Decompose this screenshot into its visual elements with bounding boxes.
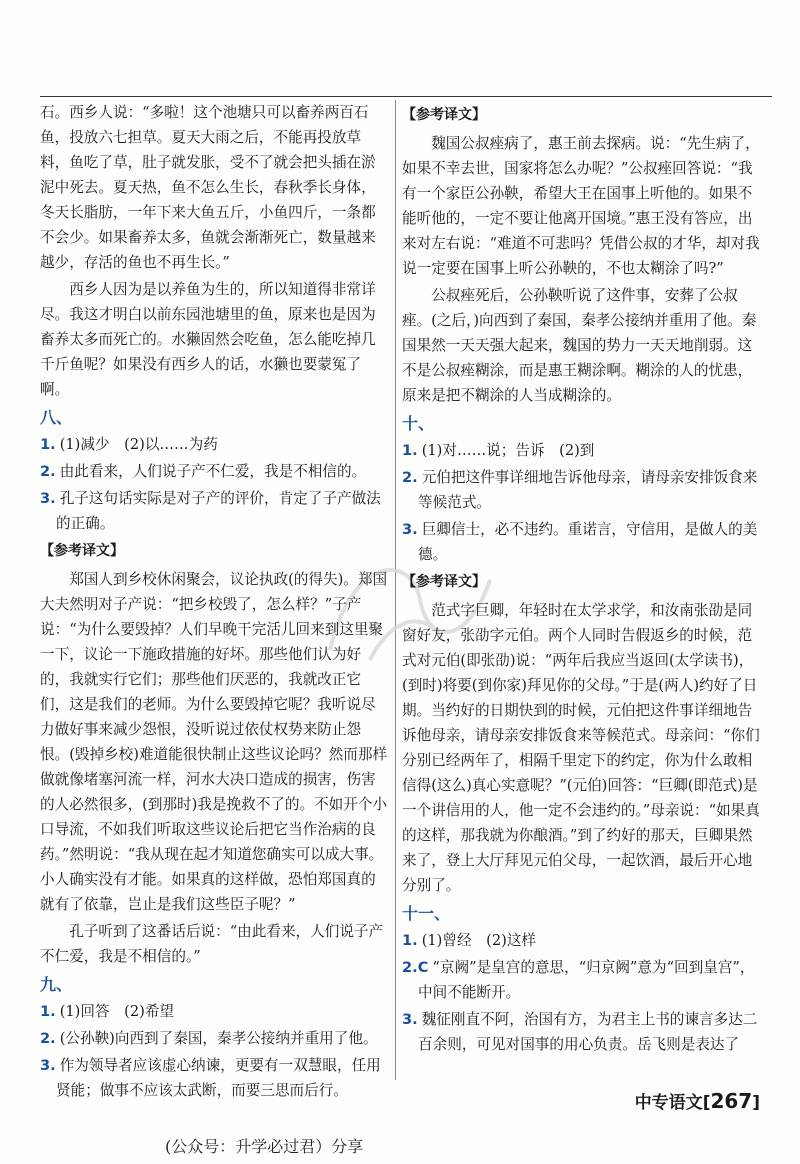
answer-item	[40, 1053, 388, 1103]
answer-number: 3.	[402, 521, 418, 538]
answer-number: 2.C	[402, 959, 429, 976]
answer-number: 3.	[40, 490, 56, 507]
share-note: (公众号：升学必过君）分享	[165, 1137, 364, 1156]
paragraph: 郑国人到乡校休闲聚会，议论执政(的得失)。郑国大夫然明对子产说：“把乡校毁了，怎么样？”子产说：“为什么要毁掉？人们早晚干完活儿回来到这里聚一下，议论一下施政措施的好坏。那些他们认为好的，我就实行它们；那些他们厌恶的，我就改正它们，这是我们的老师。为什么要毁掉它呢？我听说尽力做好事来减少怨恨，没听说过依仗权势来防止怨恨。(毁掉乡校)难道能很快制止这些议论吗？然而那样做就像堵塞河流一样，河水大决口造成的损害，伤害的人必然很多，(到那时)我是挽救不了的。不如开个小口导流，不如我们听取这些议论后把它当作治病的良药。”然明说：“我从现在起才知道您确实可以成大事。小人确实没有才能。如果真的这样做，恐怕郑国真的就有了依靠，岂止是我们这些臣子呢？”	[40, 571, 388, 913]
page-number: 267	[710, 1089, 753, 1113]
answer-number: 1.	[40, 436, 56, 453]
answer-item	[402, 465, 760, 515]
paragraph-continued: 石。西乡人说：“多啦！这个池塘只可以畜养两百石鱼，投放六七担草。夏天大雨之后，不能再投放草料，鱼吃了草，肚子就发胀，受不了就会把头插在淤泥中死去。夏天热，鱼不怎么生长，春秋季长身体，冬天长脂肪，一年下来大鱼五斤，小鱼四斤，一条都不会少。如果畜养太多，鱼就会渐渐死亡，数量越来越少，存活的鱼也不再生长。”	[40, 104, 376, 271]
answer-text: (1)减少 (2)以……为药	[59, 436, 218, 453]
answer-item	[402, 928, 760, 953]
page-number-bracket-open: [	[702, 1093, 711, 1113]
section-heading: 九、	[40, 975, 73, 994]
answer-text: (1)曾经 (2)这样	[421, 932, 537, 949]
answer-text: 巨卿信士，必不违约。重诺言，守信用，是做人的美德。	[418, 521, 758, 563]
left-column	[40, 100, 388, 1105]
answer-text: 魏征刚直不阿，治国有方，为君主上书的谏言多达二百余则，可见对国事的用心负责。岳飞则是表达了	[418, 1011, 758, 1053]
answer-item	[402, 438, 760, 463]
answer-item	[40, 486, 388, 536]
answer-item	[40, 432, 388, 457]
right-column	[402, 100, 760, 1059]
paragraph: 魏国公叔痤病了，惠王前去探病。说：“先生病了，如果不幸去世，国家将怎么办呢？”公叔痤回答说：“我有一个家臣公孙鞅，希望大王在国事上听他的。如果不能听他的，一定不要让他离开国境。”惠王没有答应，出来对左右说：“难道不可悲吗？凭借公叔的才华，却对我说一定要在国事上听公孙鞅的，不也太糊涂了吗?”	[402, 135, 760, 277]
answer-text: 孔子这句话实际是对子产的评价，肯定了子产做法的正确。	[56, 490, 381, 532]
answer-number: 1.	[40, 1003, 56, 1020]
book-label: 中专语文	[634, 1093, 703, 1113]
answer-text: 作为领导者应该虚心纳谏，更要有一双慧眼，任用贤能；做事不应该太武断，而要三思而后行。	[56, 1057, 381, 1099]
reference-translation-tag: 【参考译文】	[402, 107, 486, 123]
answer-text: “京阙”是皇宫的意思，“归京阙”意为“回到皇宫”，中间不能断开。	[418, 959, 755, 1001]
answer-item	[402, 517, 760, 567]
section-heading: 十一、	[402, 904, 451, 923]
paragraph: 孔子听到了这番话后说：“由此看来，人们说子产不仁爱，我是不相信的。”	[40, 923, 384, 965]
answer-item	[40, 999, 388, 1024]
paragraph: 公叔痤死后，公孙鞅听说了这件事，安葬了公叔痤。(之后，)向西到了秦国，秦孝公接纳并重用了他。秦国果然一天天强大起来，魏国的势力一天天地削弱。这不是公叔痤糊涂，而是惠王糊涂啊。糊涂的人的忧患，原来是把不糊涂的人当成糊涂的。	[402, 287, 757, 404]
answer-number: 2.	[40, 463, 56, 480]
answer-number: 2.	[402, 469, 418, 486]
reference-translation-tag: 【参考译文】	[40, 543, 124, 559]
answer-text: (公孙鞅)向西到了秦国，秦孝公接纳并重用了他。	[59, 1030, 378, 1047]
paragraph: 范式字巨卿，年轻时在太学求学，和汝南张劭是同窗好友，张劭字元伯。两个人同时告假返乡的时候，范式对元伯(即张劭)说：“两年后我应当返回(太学读书)，(到时)将要(到你家)拜见你的父母。”于是(两人)约好了日期。当约好的日期快到的时候，元伯把这件事详细地告诉他母亲，请母亲安排饭食来等候范式。母亲问：“你们分别已经两年了，相隔千里定下的约定，你为什么敢相信得(这么)真心实意呢？”(元伯)回答：“巨卿(即范式)是一个讲信用的人，他一定不会违约的。”母亲说：“如果真的这样，那我就为你酿酒。”到了约好的那天，巨卿果然来了，登上大厅拜见元伯父母，一起饮酒，最后开心地分别了。	[402, 602, 760, 894]
section-heading: 八、	[40, 408, 73, 427]
answer-text: (1)回答 (2)希望	[59, 1003, 175, 1020]
column-divider	[395, 100, 396, 1080]
answer-text: (1)对……说；告诉 (2)到	[421, 442, 595, 459]
page-footer	[635, 1088, 760, 1113]
paragraph: 西乡人因为是以养鱼为生的，所以知道得非常详尽。我这才明白以前东园池塘里的鱼，原来也是因为畜养太多而死亡的。水獭固然会吃鱼，怎么能吃掉几千斤鱼呢？如果没有西乡人的话，水獭也要蒙冤了啊。	[40, 281, 376, 398]
page-number-bracket-close: ]	[752, 1093, 760, 1113]
top-rule	[40, 96, 772, 97]
answer-number: 3.	[402, 1011, 418, 1028]
answer-item	[40, 1026, 388, 1051]
reference-translation-tag: 【参考译文】	[402, 574, 486, 590]
answer-item	[402, 1007, 760, 1057]
answer-item	[40, 459, 388, 484]
answer-number: 3.	[40, 1057, 56, 1074]
answer-text: 元伯把这件事详细地告诉他母亲，请母亲安排饭食来等候范式。	[418, 469, 758, 511]
answer-number: 1.	[402, 932, 418, 949]
answer-text: 由此看来，人们说子产不仁爱，我是不相信的。	[59, 463, 367, 480]
section-heading: 十、	[402, 414, 435, 433]
answer-item	[402, 955, 760, 1005]
answer-number: 1.	[402, 442, 418, 459]
answer-number: 2.	[40, 1030, 56, 1047]
